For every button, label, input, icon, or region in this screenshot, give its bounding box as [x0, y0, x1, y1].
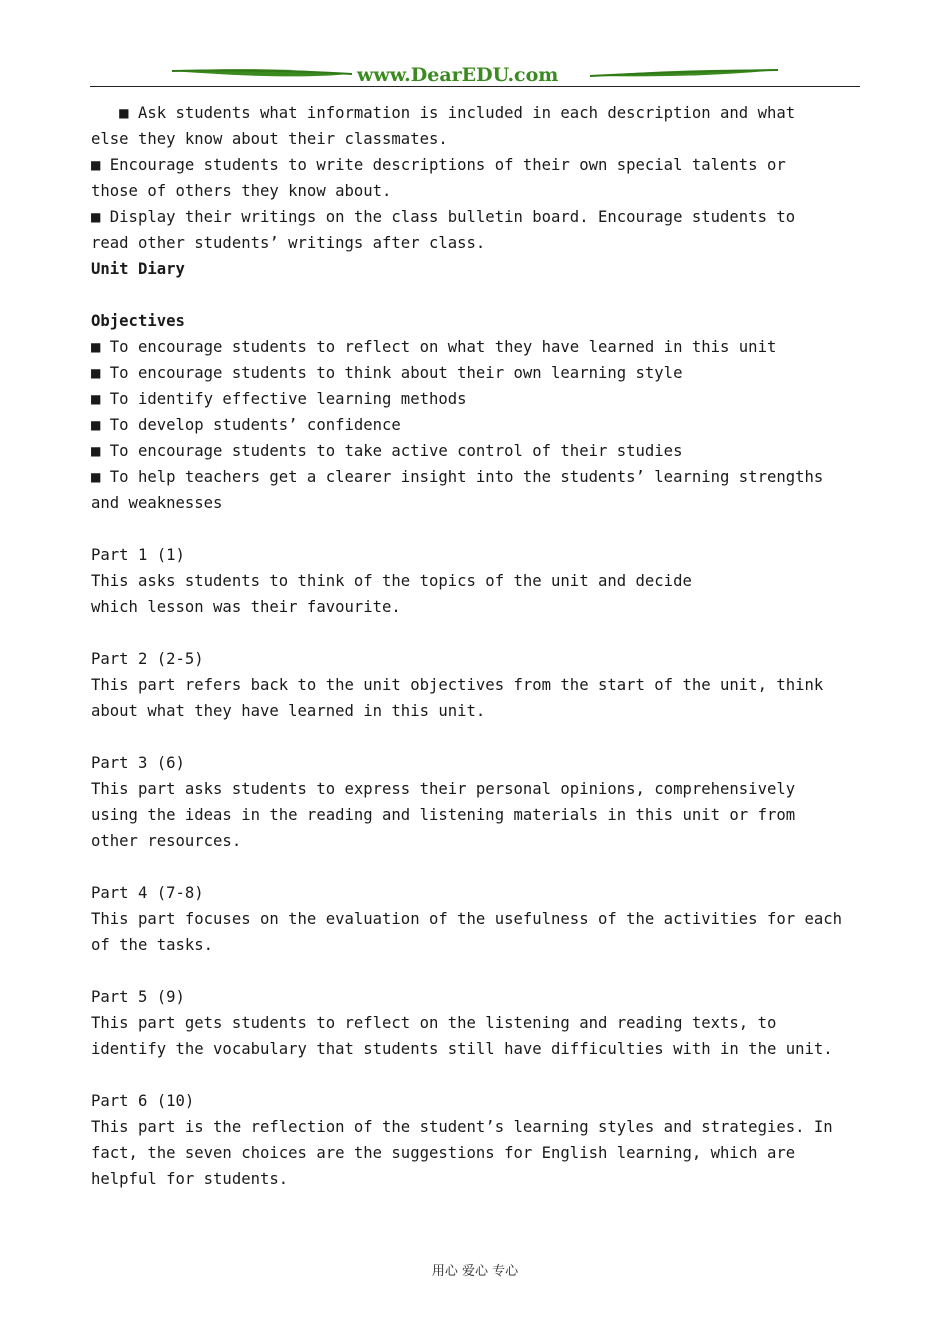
header-divider	[90, 86, 860, 87]
text-line: Part 4 (7-8)	[91, 884, 204, 902]
text-line: those of others they know about.	[91, 182, 392, 200]
text-line: ■ To help teachers get a clearer insight into the students’ learning strengths	[91, 468, 824, 486]
text-line: Part 2 (2-5)	[91, 650, 204, 668]
text-line: ■ To identify effective learning methods	[91, 390, 467, 408]
blank-line	[91, 1062, 866, 1088]
blank-line	[91, 620, 866, 646]
text-line: ■ Display their writings on the class bulletin board. Encourage students to	[91, 208, 796, 226]
section-heading: Unit Diary	[91, 260, 185, 278]
text-line: fact, the seven choices are the suggestions for English learning, which are	[91, 1144, 796, 1162]
text-line: else they know about their classmates.	[91, 130, 448, 148]
text-line: ■ Encourage students to write descriptions of their own special talents or	[91, 156, 786, 174]
text-line: and weaknesses	[91, 494, 223, 512]
text-line: which lesson was their favourite.	[91, 598, 401, 616]
text-line: Part 1 (1)	[91, 546, 185, 564]
blank-line	[91, 724, 866, 750]
text-line: other resources.	[91, 832, 242, 850]
text-line: of the tasks.	[91, 936, 214, 954]
text-line: ■ To encourage students to reflect on what they have learned in this unit	[91, 338, 777, 356]
text-line: Part 3 (6)	[91, 754, 185, 772]
text-line: read other students’ writings after class.	[91, 234, 486, 252]
text-line: This part is the reflection of the student’s learning styles and strategies. In	[91, 1118, 833, 1136]
text-line: using the ideas in the reading and listening materials in this unit or from	[91, 806, 796, 824]
text-line: ■ To encourage students to take active control of their studies	[91, 442, 683, 460]
section-heading: Objectives	[91, 312, 185, 330]
text-line: This part asks students to express their personal opinions, comprehensively	[91, 780, 796, 798]
text-line: identify the vocabulary that students still have difficulties with in the unit.	[91, 1040, 833, 1058]
text-line: This part refers back to the unit objectives from the start of the unit, think	[91, 676, 824, 694]
text-line: ■ To develop students’ confidence	[91, 416, 401, 434]
text-line: Part 6 (10)	[91, 1092, 195, 1110]
text-line: helpful for students.	[91, 1170, 289, 1188]
blank-line	[91, 854, 866, 880]
text-line: This part gets students to reflect on the listening and reading texts, to	[91, 1014, 777, 1032]
site-logo-text: www.DearEDU.com	[357, 64, 559, 86]
text-line: about what they have learned in this unit.	[91, 702, 486, 720]
blank-line	[91, 958, 866, 984]
text-line: ■ To encourage students to think about their own learning style	[91, 364, 683, 382]
text-line: Part 5 (9)	[91, 988, 185, 1006]
page-footer: 用心 爱心 专心	[431, 1264, 519, 1279]
text-line: This asks students to think of the topics of the unit and decide	[91, 572, 692, 590]
text-line: This part focuses on the evaluation of the usefulness of the activities for each	[91, 910, 843, 928]
document-body	[91, 100, 866, 1192]
text-line: ■ Ask students what information is included in each description and what	[91, 104, 796, 122]
blank-line	[91, 516, 866, 542]
blank-line	[91, 282, 866, 308]
